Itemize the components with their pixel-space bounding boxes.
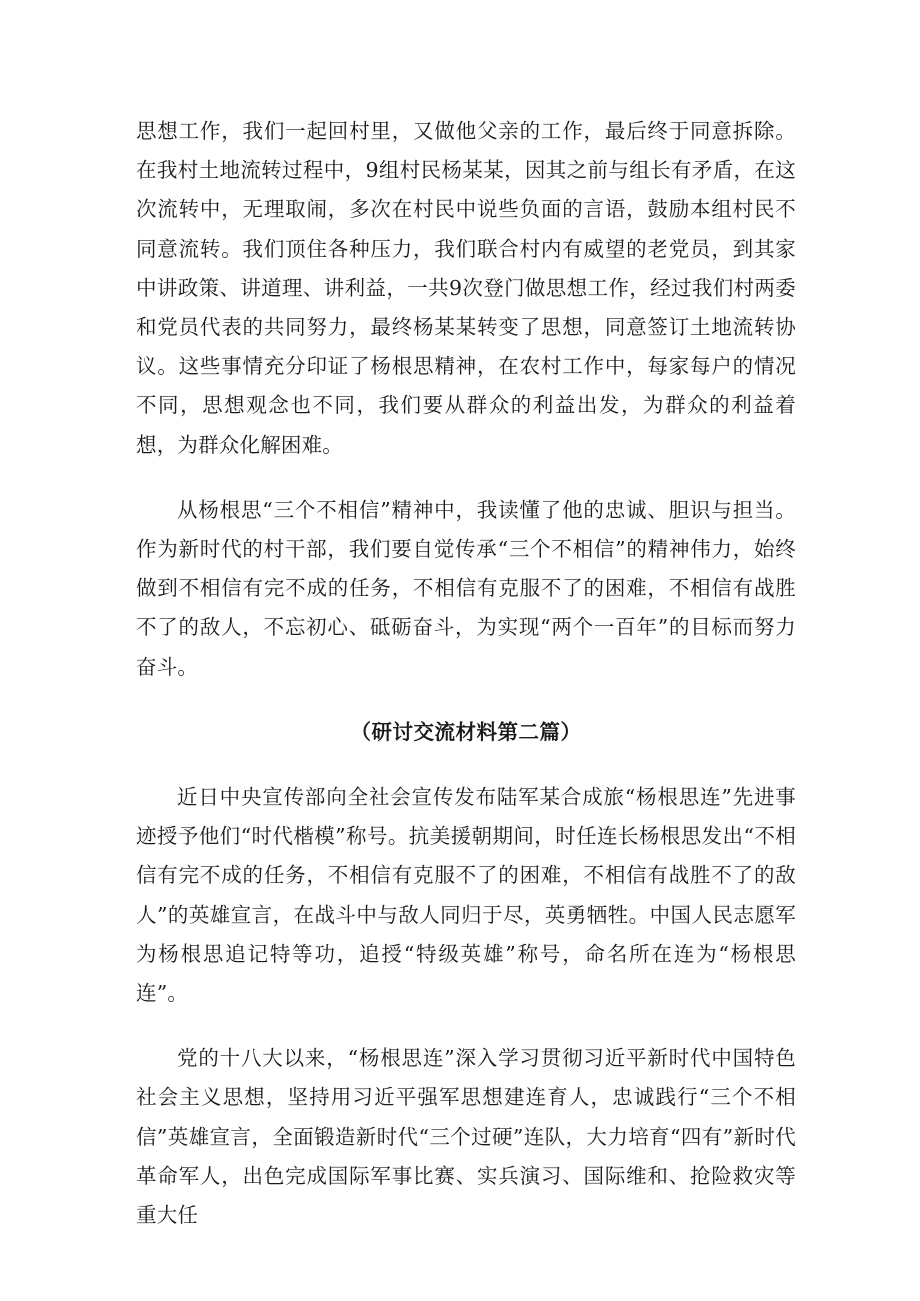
paragraph-introduction: 近日中央宣传部向全社会宣传发布陆军某合成旅“杨根思连”先进事迹授予他们“时代楷模”称号。抗美援朝期间，时任连长杨根思发出“不相信有完不成的任务，不相信有克服不了的困难，不相信有战胜不了的敌人”的英雄宣言，在战斗中与敌人同归于尽，英勇牺牲。中国人民志愿军为杨根思追记特等功，追授“特级英雄”称号，命名所在连为“杨根思连”。 — [136, 785, 796, 1006]
document-page — [136, 112, 796, 1235]
paragraph-achievements: 党的十八大以来，“杨根思连”深入学习贯彻习近平新时代中国特色社会主义思想，坚持用习近平强军思想建连育人，忠诚践行“三个不相信”英雄宣言，全面锻造新时代“三个过硬”连队，大力培育“四有”新时代革命军人，出色完成国际军事比赛、实兵演习、国际维和、抢险救灾等重大任 — [136, 1046, 796, 1228]
section-heading: （研讨交流材料第二篇） — [350, 719, 582, 744]
paragraph-continuation: 思想工作，我们一起回村里，又做他父亲的工作，最后终于同意拆除。在我村土地流转过程中，9组村民杨某某，因其之前与组长有矛盾，在这次流转中，无理取闹，多次在村民中说些负面的言语，鼓励本组村民不同意流转。我们顶住各种压力，我们联合村内有威望的老党员，到其家中讲政策、讲道理、讲利益，一共9次登门做思想工作，经过我们村两委和党员代表的共同努力，最终杨某某转变了思想，同意签订土地流转协议。这些事情充分印证了杨根思精神，在农村工作中，每家每户的情况不同，思想观念也不同，我们要从群众的利益出发，为群众的利益着想，为群众化解困难。 — [136, 119, 796, 457]
paragraph-reflection: 从杨根思“三个不相信”精神中，我读懂了他的忠诚、胆识与担当。作为新时代的村干部，我们要自觉传承“三个不相信”的精神伟力，始终做到不相信有完不成的任务，不相信有克服不了的困难，不相信有战胜不了的敌人，不忘初心、砥砺奋斗，为实现“两个一百年”的目标而努力奋斗。 — [136, 497, 796, 679]
